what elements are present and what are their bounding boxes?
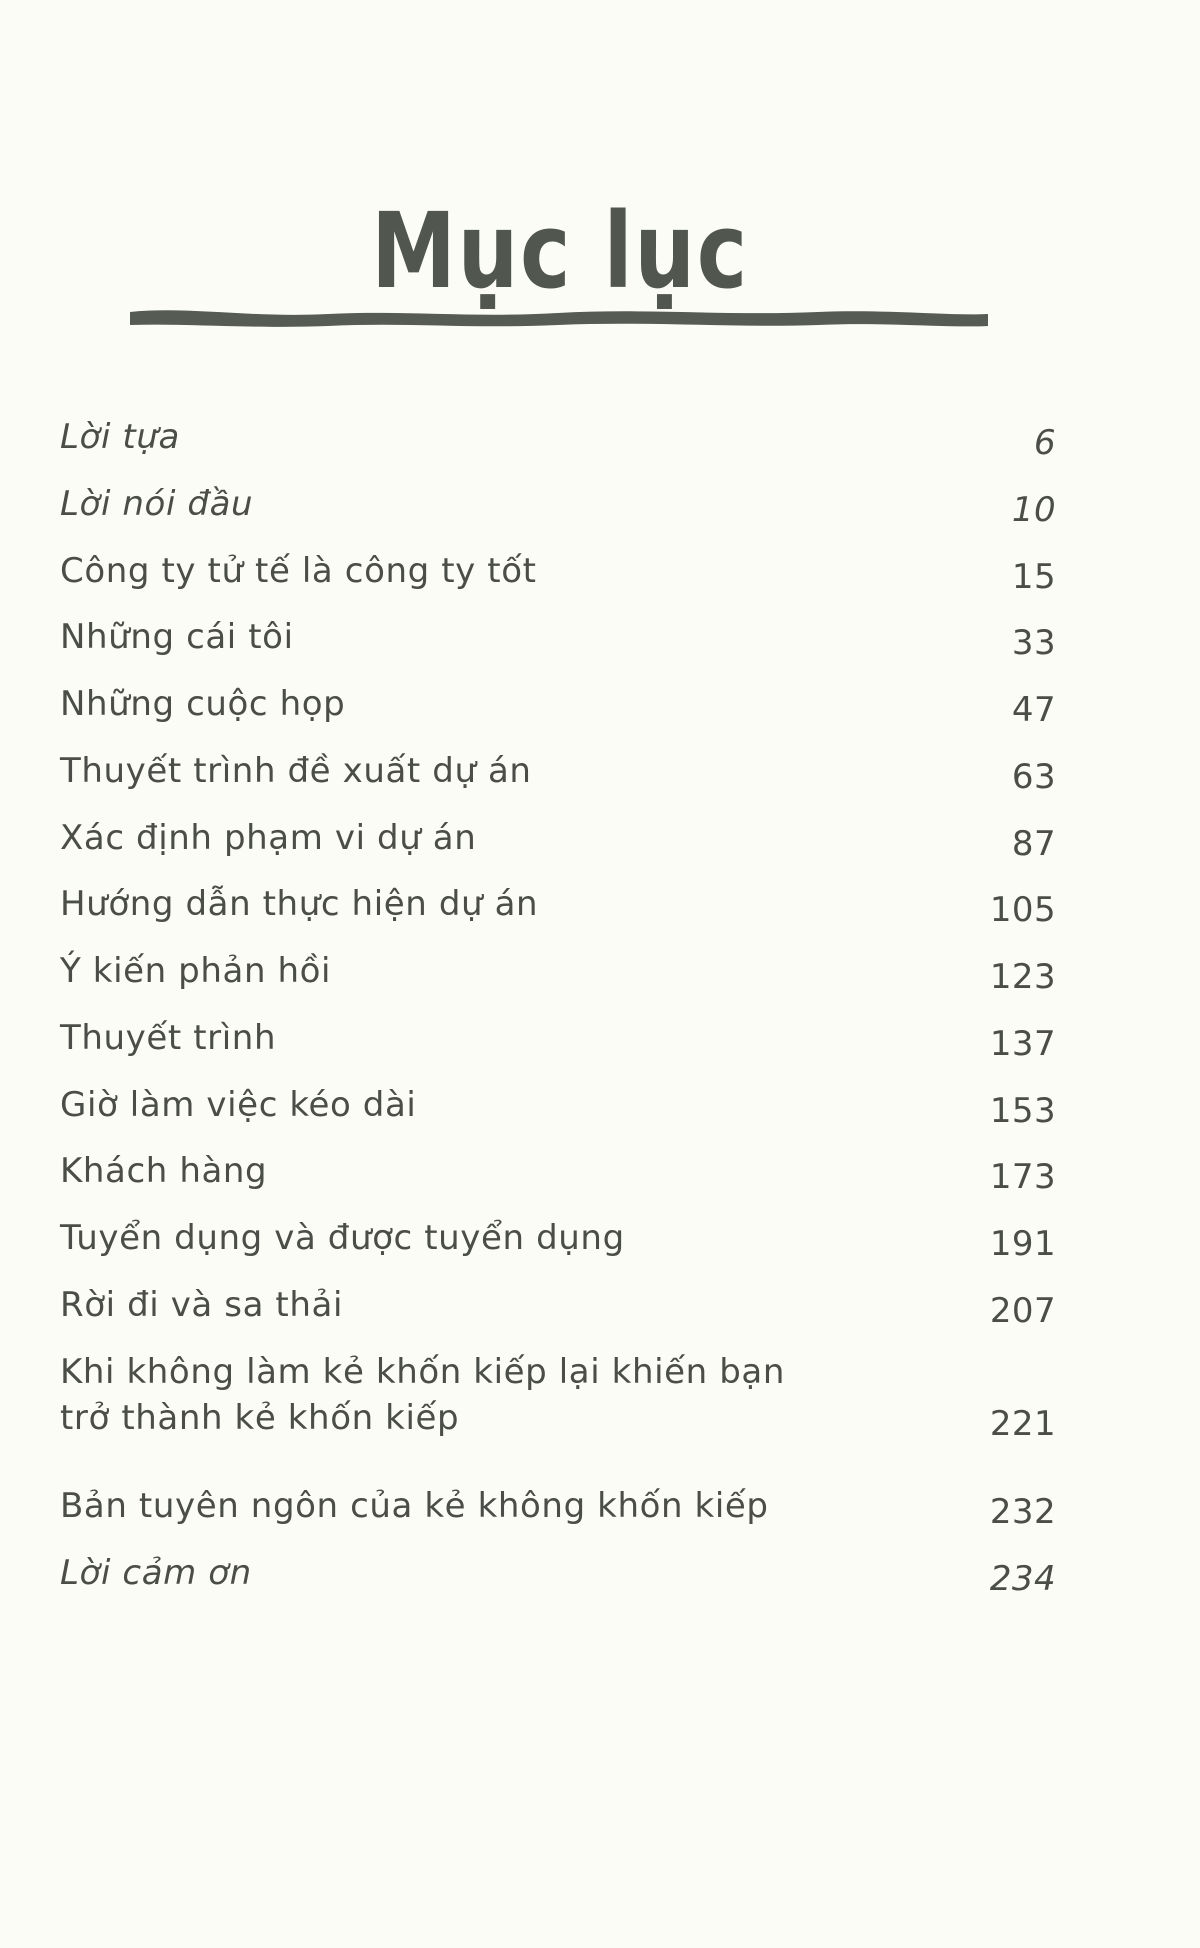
toc-entry-title: Thuyết trình đề xuất dự án [60, 751, 532, 791]
toc-entry-page-number: 6 [1033, 423, 1056, 463]
toc-entry-page-number: 47 [1011, 690, 1056, 730]
toc-entry-page-number: 232 [989, 1492, 1056, 1532]
toc-entry-title: Tuyển dụng và được tuyển dụng [60, 1218, 625, 1258]
toc-entry-page-number: 15 [1011, 557, 1056, 597]
toc-entry-title: Những cái tôi [60, 617, 294, 657]
toc-entry-title: Những cuộc họp [60, 684, 346, 724]
toc-entry-page-number: 33 [1011, 623, 1056, 663]
toc-entry-title: Công ty tử tế là công ty tốt [60, 551, 537, 591]
toc-entry-title: Hướng dẫn thực hiện dự án [60, 884, 539, 924]
toc-entry-title: Xác định phạm vi dự án [60, 818, 477, 858]
toc-entry-page-number: 137 [989, 1024, 1056, 1064]
title-underline [128, 298, 990, 338]
toc-entry-page-number: 63 [1011, 757, 1056, 797]
toc-entry-title: Ý kiến phản hồi [60, 951, 332, 991]
toc-entry-page-number: 221 [989, 1404, 1056, 1444]
toc-entry-title: Lời cảm ơn [60, 1553, 252, 1593]
toc-entry-title: Khi không làm kẻ khốn kiếp lại khiến bạn trở thành kẻ khốn kiếp [60, 1352, 786, 1438]
toc-entry-title: Rời đi và sa thải [60, 1285, 343, 1325]
toc-entry-title: Bản tuyên ngôn của kẻ không khốn kiếp [60, 1486, 769, 1526]
toc-entry-title: Lời nói đầu [60, 484, 254, 524]
toc-entry-page-number: 10 [1011, 490, 1056, 530]
toc-entry-title: Lời tựa [60, 417, 180, 457]
page-title: Mục lục [371, 189, 749, 312]
toc-entry-title: Khách hàng [60, 1151, 268, 1191]
toc-entry-page-number: 173 [989, 1157, 1056, 1197]
toc-entry-page-number: 105 [989, 890, 1056, 930]
toc-entry-page-number: 87 [1011, 824, 1056, 864]
toc-entry-page-number: 234 [989, 1559, 1056, 1599]
toc-entry-page-number: 207 [989, 1291, 1056, 1331]
toc-entry-page-number: 191 [989, 1224, 1056, 1264]
toc-entry-page-number: 123 [989, 957, 1056, 997]
toc-entry-page-number: 153 [989, 1091, 1056, 1131]
toc-entry-title: Thuyết trình [60, 1018, 277, 1058]
toc-entry-title: Giờ làm việc kéo dài [60, 1085, 417, 1125]
